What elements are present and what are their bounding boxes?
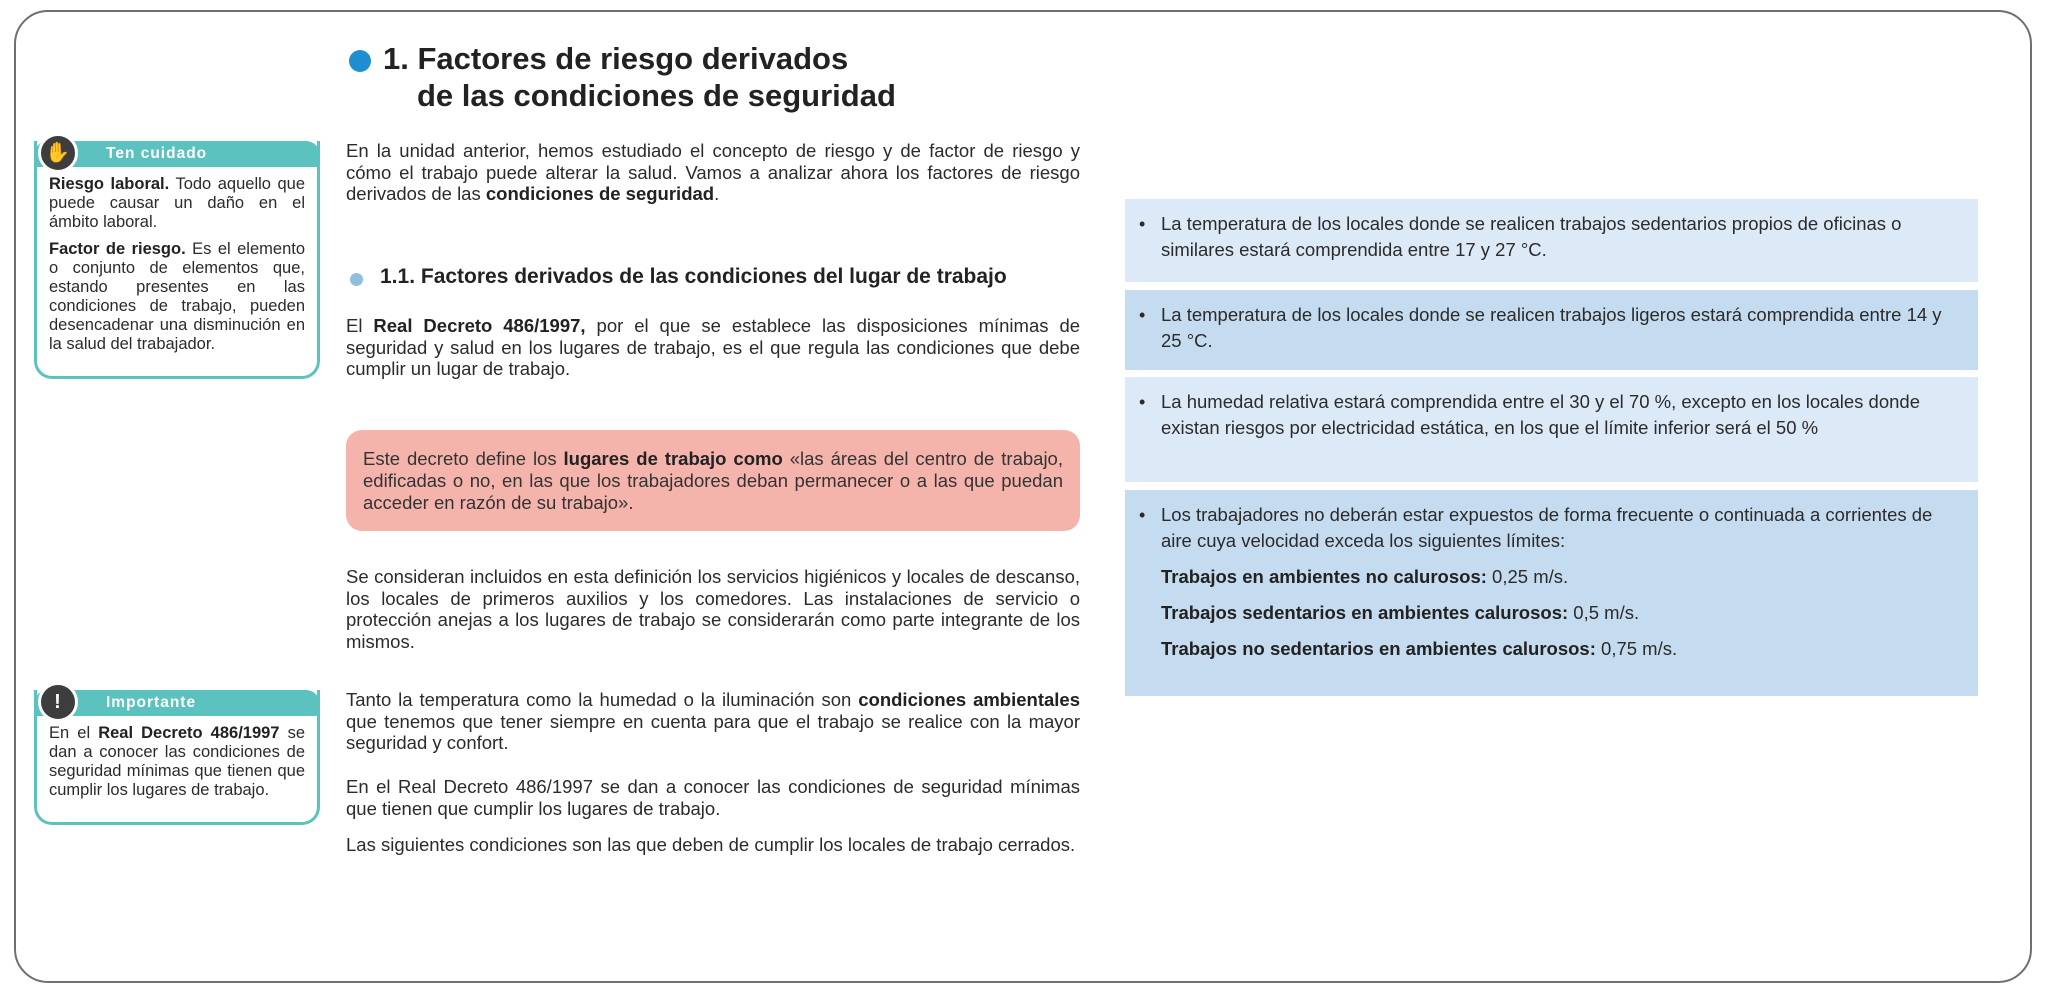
important-sidebox-header (34, 690, 320, 716)
care-definition-1 (49, 175, 305, 232)
closing-paragraph: Las siguientes condiciones son las que deben de cumplir los locales de trabajo cerrados. (346, 834, 1076, 855)
title-line-2: de las condiciones de seguridad (417, 78, 896, 113)
ambient-bold: condiciones ambientales (858, 689, 1081, 710)
intro-paragraph (346, 140, 1080, 205)
condition-row-2 (1125, 290, 1978, 370)
section-subtitle: 1.1. Factores derivados de las condiciones del lugar de trabajo (380, 265, 1007, 288)
limit-label: Trabajos sedentarios en ambientes calurosos: (1161, 602, 1569, 623)
condition-row-3 (1125, 377, 1978, 482)
intro-bold: condiciones de seguridad (485, 183, 715, 204)
important-text-start: En el (49, 724, 99, 742)
limit-label: Trabajos no sedentarios en ambientes calurosos: (1161, 638, 1596, 659)
ambient-text: Tanto la temperatura como la humedad o la iluminación son (346, 689, 859, 710)
intro-end: . (714, 183, 720, 204)
rd-paragraph: En el Real Decreto 486/1997 se dan a conocer las condiciones de seguridad mínimas que tienen que cumplir los lugares de trabajo. (346, 776, 1080, 819)
care-term-1: Riesgo laboral. (49, 175, 170, 193)
limit-value: 0,75 m/s. (1595, 638, 1678, 659)
important-sidebox-body (37, 716, 317, 822)
definition-highlight-box (346, 430, 1080, 531)
highlight-text: Este decreto define los (363, 448, 564, 469)
important-sidebox-title: Importante (106, 694, 197, 711)
limit-value: 0,5 m/s. (1568, 602, 1640, 623)
decree-paragraph (346, 315, 1080, 380)
decree-text: El (346, 315, 374, 336)
title-line-1: 1. Factores de riesgo derivados (383, 41, 849, 76)
exclamation-icon: ! (38, 682, 78, 722)
limit-item (1125, 636, 1978, 662)
ambient-text-end: que tenemos que tener siempre en cuenta para que el trabajo se realice con la mayor seguridad y confort. (346, 710, 1080, 753)
limit-item (1125, 564, 1978, 590)
condition-row-4 (1125, 490, 1978, 696)
limit-label: Trabajos en ambientes no calurosos: (1161, 566, 1487, 587)
limit-item (1125, 600, 1978, 626)
care-sidebox-header (34, 141, 320, 167)
condition-item: • La temperatura de los locales donde se realicen trabajos sedentarios propios de oficinas o similares estará comprendida entre 17 y 27 °C. (1125, 211, 1978, 263)
page-title (383, 40, 896, 114)
important-text (49, 724, 305, 800)
included-paragraph: Se consideran incluidos en esta definición los servicios higiénicos y locales de descanso, los locales de primeros auxilios y los comedores. Las instalaciones de servicio o protección anejas a los lugares de trabajo se considerarán como parte integrante de los mismos. (346, 566, 1080, 652)
ambient-paragraph (346, 689, 1080, 754)
important-text-end: se dan a conocer las condiciones de seguridad mínimas que tienen que cumplir los lugares de trabajo. (49, 724, 305, 799)
hand-warning-icon: ✋ (38, 133, 78, 173)
care-sidebox-body (37, 167, 317, 376)
care-sidebox-title: Ten cuidado (106, 145, 208, 162)
condition-item: • La humedad relativa estará comprendida entre el 30 y el 70 %, excepto en los locales donde existan riesgos por electricidad estática, en los que el límite inferior será el 50 % (1125, 389, 1978, 441)
highlight-text-end: «las áreas del centro de trabajo, edificadas o no, en las que los trabajadores deban permanecer o a las que puedan acceder en razón de su trabajo». (363, 448, 1063, 513)
decree-text-end: por el que se establece las disposiciones mínimas de seguridad y salud en los lugares de trabajo, es el que regula las condiciones que debe cumplir un lugar de trabajo. (346, 315, 1081, 379)
care-term-2: Factor de riesgo. (49, 240, 186, 258)
subtitle-bullet-icon (350, 273, 363, 286)
condition-item: • Los trabajadores no deberán estar expuestos de forma frecuente o continuada a corrientes de aire cuya velocidad exceda los siguientes límites: (1125, 502, 1978, 554)
care-sidebox (34, 141, 320, 379)
decree-bold: Real Decreto 486/1997, (373, 315, 586, 336)
highlight-bold: lugares de trabajo como (563, 448, 783, 469)
care-def-2: Es el elemento o conjunto de elementos que, estando presentes en las condiciones de trabajo, pueden desencadenar una disminución en la salud del trabajador. (49, 240, 306, 353)
intro-text: En la unidad anterior, hemos estudiado el concepto de riesgo y de factor de riesgo y cómo el trabajo puede alterar la salud. Vamos a analizar ahora los factores de riesgo derivados de las (346, 140, 1080, 204)
title-bullet-icon (349, 50, 371, 72)
important-bold: Real Decreto 486/1997 (98, 724, 280, 742)
important-sidebox (34, 690, 320, 825)
care-def-1: Todo aquello que puede causar un daño en el ámbito laboral. (49, 175, 305, 231)
condition-row-1 (1125, 199, 1978, 282)
condition-item: • La temperatura de los locales donde se realicen trabajos ligeros estará comprendida entre 14 y 25 °C. (1125, 302, 1978, 354)
care-definition-2 (49, 240, 305, 354)
limit-value: 0,25 m/s. (1486, 566, 1569, 587)
